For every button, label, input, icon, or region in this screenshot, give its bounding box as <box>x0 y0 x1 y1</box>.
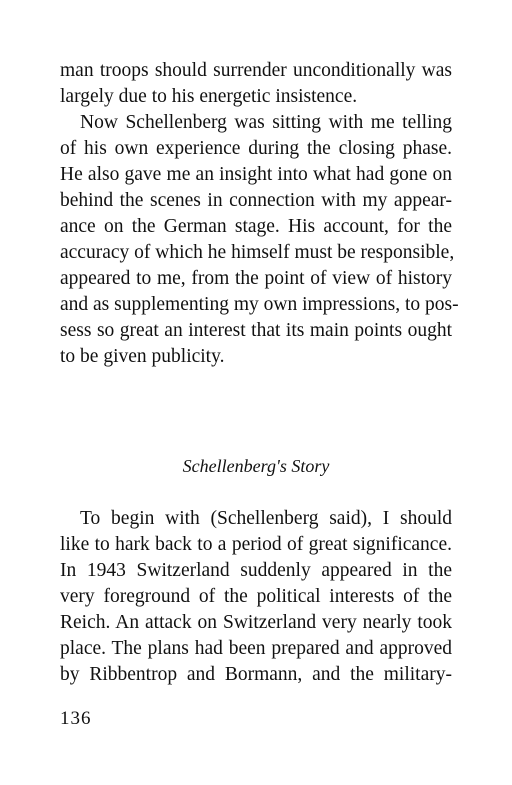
text-line: appeared to me, from the point of view of history <box>60 268 452 289</box>
text-line: and as supplementing my own impressions, to pos- <box>60 294 459 315</box>
text-line: place. The plans had been prepared and approved <box>60 638 452 659</box>
text-line: He also gave me an insight into what had gone on <box>60 164 452 185</box>
text-line: largely due to his energetic insistence. <box>60 86 358 107</box>
text-line: to be given publicity. <box>60 346 225 367</box>
text-line: very foreground of the political interests of the <box>60 586 452 607</box>
text-line: sess so great an interest that its main points ought <box>60 320 452 341</box>
text-line: man troops should surrender unconditionally was <box>60 60 452 81</box>
text-line: Reich. An attack on Switzerland very nearly took <box>60 612 452 633</box>
text-line: by Ribbentrop and Bormann, and the military- <box>60 664 452 685</box>
text-line: To begin with (Schellenberg said), I should <box>80 508 452 529</box>
text-line: ance on the German stage. His account, for the <box>60 216 452 237</box>
section-heading: Schellenberg's Story <box>182 456 330 476</box>
page-number: 136 <box>60 708 92 729</box>
text-line: like to hark back to a period of great significance. <box>60 534 452 555</box>
text-line: behind the scenes in connection with my appear- <box>60 190 452 211</box>
text-line: Now Schellenberg was sitting with me telling <box>80 112 452 133</box>
text-line: In 1943 Switzerland suddenly appeared in the <box>60 560 452 581</box>
text-line: accuracy of which he himself must be responsible, <box>60 242 455 263</box>
text-line: of his own experience during the closing phase. <box>60 138 452 159</box>
